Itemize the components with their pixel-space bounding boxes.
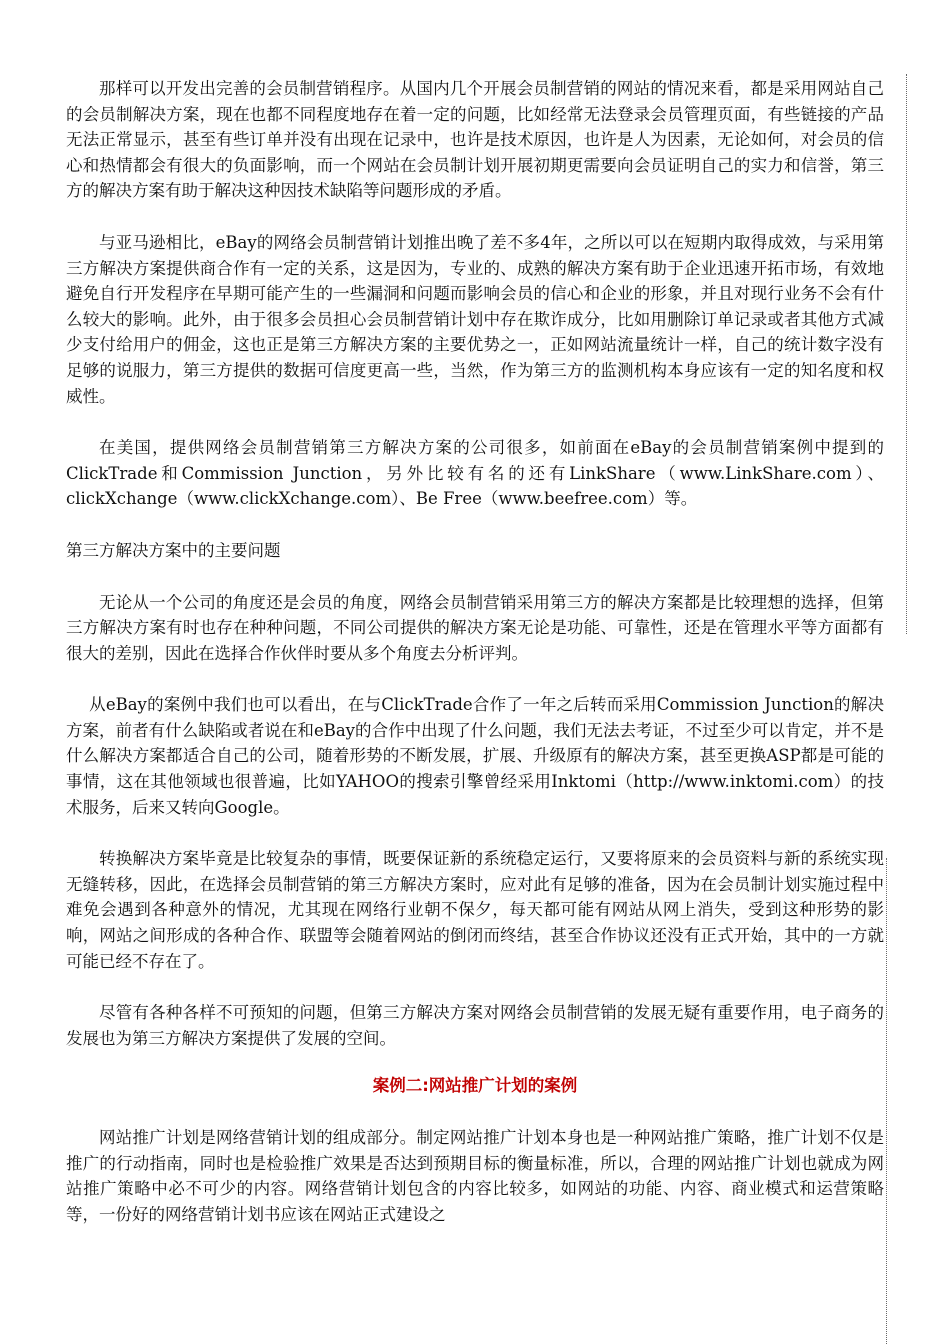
paragraph-us-providers: 在美国，提供网络会员制营销第三方解决方案的公司很多，如前面在eBay的会员制营销案例中提到的ClickTrade和Commission Junction，另外比较有名的还有LinkShare（www.LinkShare.com）、clickXchange（www.clickXchange.com）、Be Free（www.beefree.com）等。 xyxy=(66,438,884,509)
margin-dotted-line-top xyxy=(906,74,907,634)
paragraph-promotion-plan: 网站推广计划是网络营销计划的组成部分。制定网站推广计划本身也是一种网站推广策略，推广计划不仅是推广的行动指南，同时也是检验推广效果是否达到预期目标的衡量标准，所以，合理的网站推广计划也就成为网站推广策略中必不可少的内容。网络营销计划包含的内容比较多，如网站的功能、内容、商业模式和运营策略等，一份好的网络营销计划书应该在网站正式建设之 xyxy=(66,1128,884,1224)
paragraph-member-program: 那样可以开发出完善的会员制营销程序。从国内几个开展会员制营销的网站的情况来看，都是采用网站自己的会员制解决方案，现在也都不同程度地存在着一定的问题，比如经常无法登录会员管理页面，有些链接的产品无法正常显示，甚至有些订单并没有出现在记录中，也许是技术原因，也许是人为因素，无论如何，对会员的信心和热情都会有很大的负面影响，而一个网站在会员制计划开展初期更需要向会员证明自己的实力和信誉，第三方的解决方案有助于解决这种因技术缺陷等问题形成的矛盾。 xyxy=(66,79,884,201)
paragraph-switching-solutions: 转换解决方案毕竟是比较复杂的事情，既要保证新的系统稳定运行，又要将原来的会员资料与新的系统实现无缝转移，因此，在选择会员制营销的第三方解决方案时，应对此有足够的准备，因为在会员制计划实施过程中难免会遇到各种意外的情况，尤其现在网络行业朝不保夕，每天都可能有网站从网上消失，受到这种形势的影响，网站之间形成的各种合作、联盟等会随着网站的倒闭而终结，甚至合作协议还没有正式开始，其中的一方就可能已经不存在了。 xyxy=(66,849,884,971)
paragraph-ebay-case-lesson: 从eBay的案例中我们也可以看出，在与ClickTrade合作了一年之后转而采用Commission Junction的解决方案，前者有什么缺陷或者说在和eBay的合作中出现了什么问题，我们无法去考证，不过至少可以肯定，并不是什么解决方案都适合自己的公司，随着形势的不断发展，扩展、升级原有的解决方案，甚至更换ASP都是可能的事情，这在其他领域也很普遍，比如YAHOO的搜索引擎曾经采用Inktomi（http://www.inktomi.com）的技术服务，后来又转向Google。 xyxy=(66,695,884,817)
document-page xyxy=(66,76,884,1253)
paragraph-third-party-choice: 无论从一个公司的角度还是会员的角度，网络会员制营销采用第三方的解决方案都是比较理想的选择，但第三方解决方案有时也存在种种问题，不同公司提供的解决方案无论是功能、可靠性，还是在管理水平等方面都有很大的差别，因此在选择合作伙伴时要从多个角度去分析评判。 xyxy=(66,592,884,663)
margin-dotted-line-bottom xyxy=(886,858,887,1344)
paragraph-ebay-vs-amazon: 与亚马逊相比，eBay的网络会员制营销计划推出晚了差不多4年，之所以可以在短期内取得成效，与采用第三方解决方案提供商合作有一定的关系，这是因为，专业的、成熟的解决方案有助于企业迅速开拓市场，有效地避免自行开发程序在早期可能产生的一些漏洞和问题而影响会员的信心和企业的形象，并且对现行业务不会有什么较大的影响。此外，由于很多会员担心会员制营销计划中存在欺诈成分，比如用删除订单记录或者其他方式减少支付给用户的佣金，这也正是第三方解决方案的主要优势之一，正如网站流量统计一样，自己的统计数字没有足够的说服力，第三方提供的数据可信度更高一些，当然，作为第三方的监测机构本身应该有一定的知名度和权威性。 xyxy=(66,232,884,406)
section-heading-main-problems: 第三方解决方案中的主要问题 xyxy=(66,540,281,560)
paragraph-conclusion: 尽管有各种各样不可预知的问题，但第三方解决方案对网络会员制营销的发展无疑有重要作用，电子商务的发展也为第三方解决方案提供了发展的空间。 xyxy=(66,1003,884,1048)
case-two-title: 案例二:网站推广计划的案例 xyxy=(372,1076,578,1096)
